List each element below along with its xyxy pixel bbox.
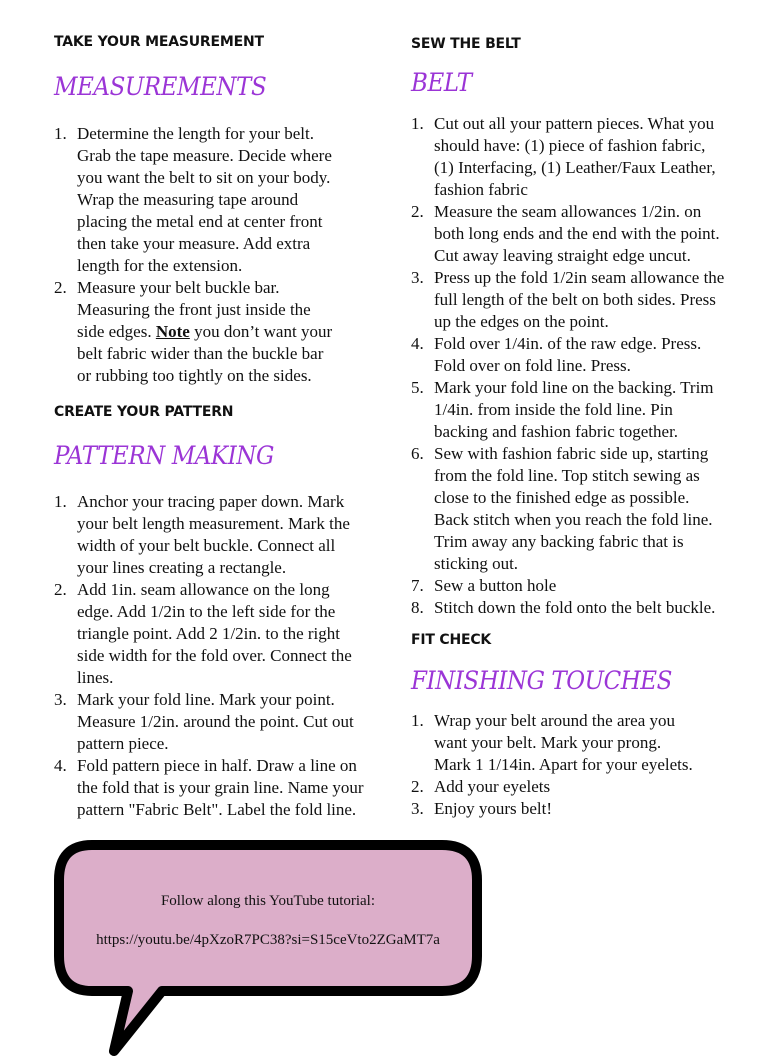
list-item: 5. Mark your fold line on the backing. Trim 1/4in. from inside the fold line. Pin backing and fashion fabric together. [411, 378, 714, 441]
list-item: 8. Stitch down the fold onto the belt buckle. [411, 598, 716, 617]
list-item: 2. Add your eyelets [411, 777, 551, 796]
list-item: 1. Cut out all your pattern pieces. What you should have: (1) piece of fashion fabric, (1) Interfacing, (1) Leather/Faux Leather, fashion fabric [411, 114, 716, 199]
sew-steps [411, 113, 756, 619]
note-label: Note [155, 322, 190, 341]
fit-steps [411, 710, 756, 820]
list-item: 2. Add 1in. seam allowance on the long edge. Add 1/2in to the left side for the triangle point. Add 2 1/2in. to the right side width for the fold over. Connect the lines. [54, 580, 352, 687]
measure-steps [54, 123, 374, 387]
measurements-heading: MEASUREMENTS [54, 72, 267, 101]
tutorial-intro-text: Follow along this YouTube tutorial: [160, 893, 376, 909]
sew-kicker: SEW THE BELT [411, 36, 521, 52]
tutorial-link[interactable]: https://youtu.be/4pXzoR7PC38?si=S15ceVto2ZGaMT7a [96, 932, 440, 948]
list-item: 1. Determine the length for your belt. Grab the tape measure. Decide where you want the belt to sit on your body. Wrap the measuring tape around placing the metal end at center front then take your measure. Add extra length for the extension. [54, 124, 332, 275]
list-item: 3. Enjoy yours belt! [411, 799, 553, 818]
pattern-kicker: CREATE YOUR PATTERN [54, 404, 234, 420]
list-item: 1. Anchor your tracing paper down. Mark your belt length measurement. Mark the width of your belt buckle. Connect all your lines creating a rectangle. [54, 492, 350, 577]
pattern-steps [54, 491, 394, 821]
pattern-making-heading: PATTERN MAKING [54, 441, 274, 470]
list-item: 1. Wrap your belt around the area you want your belt. Mark your prong. Mark 1 1/14in. Apart for your eyelets. [411, 711, 693, 774]
tutorial-callout [52, 838, 484, 1060]
speech-bubble-shape [52, 838, 484, 1060]
measure-kicker: TAKE YOUR MEASUREMENT [54, 34, 264, 50]
list-item: 2. Measure the seam allowances 1/2in. on both long ends and the end with the point. Cut away leaving straight edge uncut. [411, 202, 720, 265]
list-item: 3. Press up the fold 1/2in seam allowance the full length of the belt on both sides. Press up the edges on the point. [411, 268, 725, 331]
list-item: 7. Sew a button hole [411, 576, 557, 595]
belt-heading: BELT [411, 68, 472, 97]
list-item: 4. Fold pattern piece in half. Draw a line on the fold that is your grain line. Name your pattern "Fabric Belt". Label the fold line. [54, 756, 364, 819]
fit-kicker: FIT CHECK [411, 632, 492, 648]
list-item: 4. Fold over 1/4in. of the raw edge. Press. Fold over on fold line. Press. [411, 334, 702, 375]
list-item: 2. Measure your belt buckle bar. Measuring the front just inside the side edges. Note you don’t want your belt fabric wider than the buckle bar or rubbing too tightly on the sides. [54, 278, 333, 385]
list-item: 6. Sew with fashion fabric side up, starting from the fold line. Top stitch sewing as close to the finished edge as possible. Back stitch when you reach the fold line. Trim away any backing fabric that is sticking out. [411, 444, 713, 573]
finishing-touches-heading: FINISHING TOUCHES [411, 666, 672, 695]
list-item: 3. Mark your fold line. Mark your point. Measure 1/2in. around the point. Cut out pattern piece. [54, 690, 354, 753]
